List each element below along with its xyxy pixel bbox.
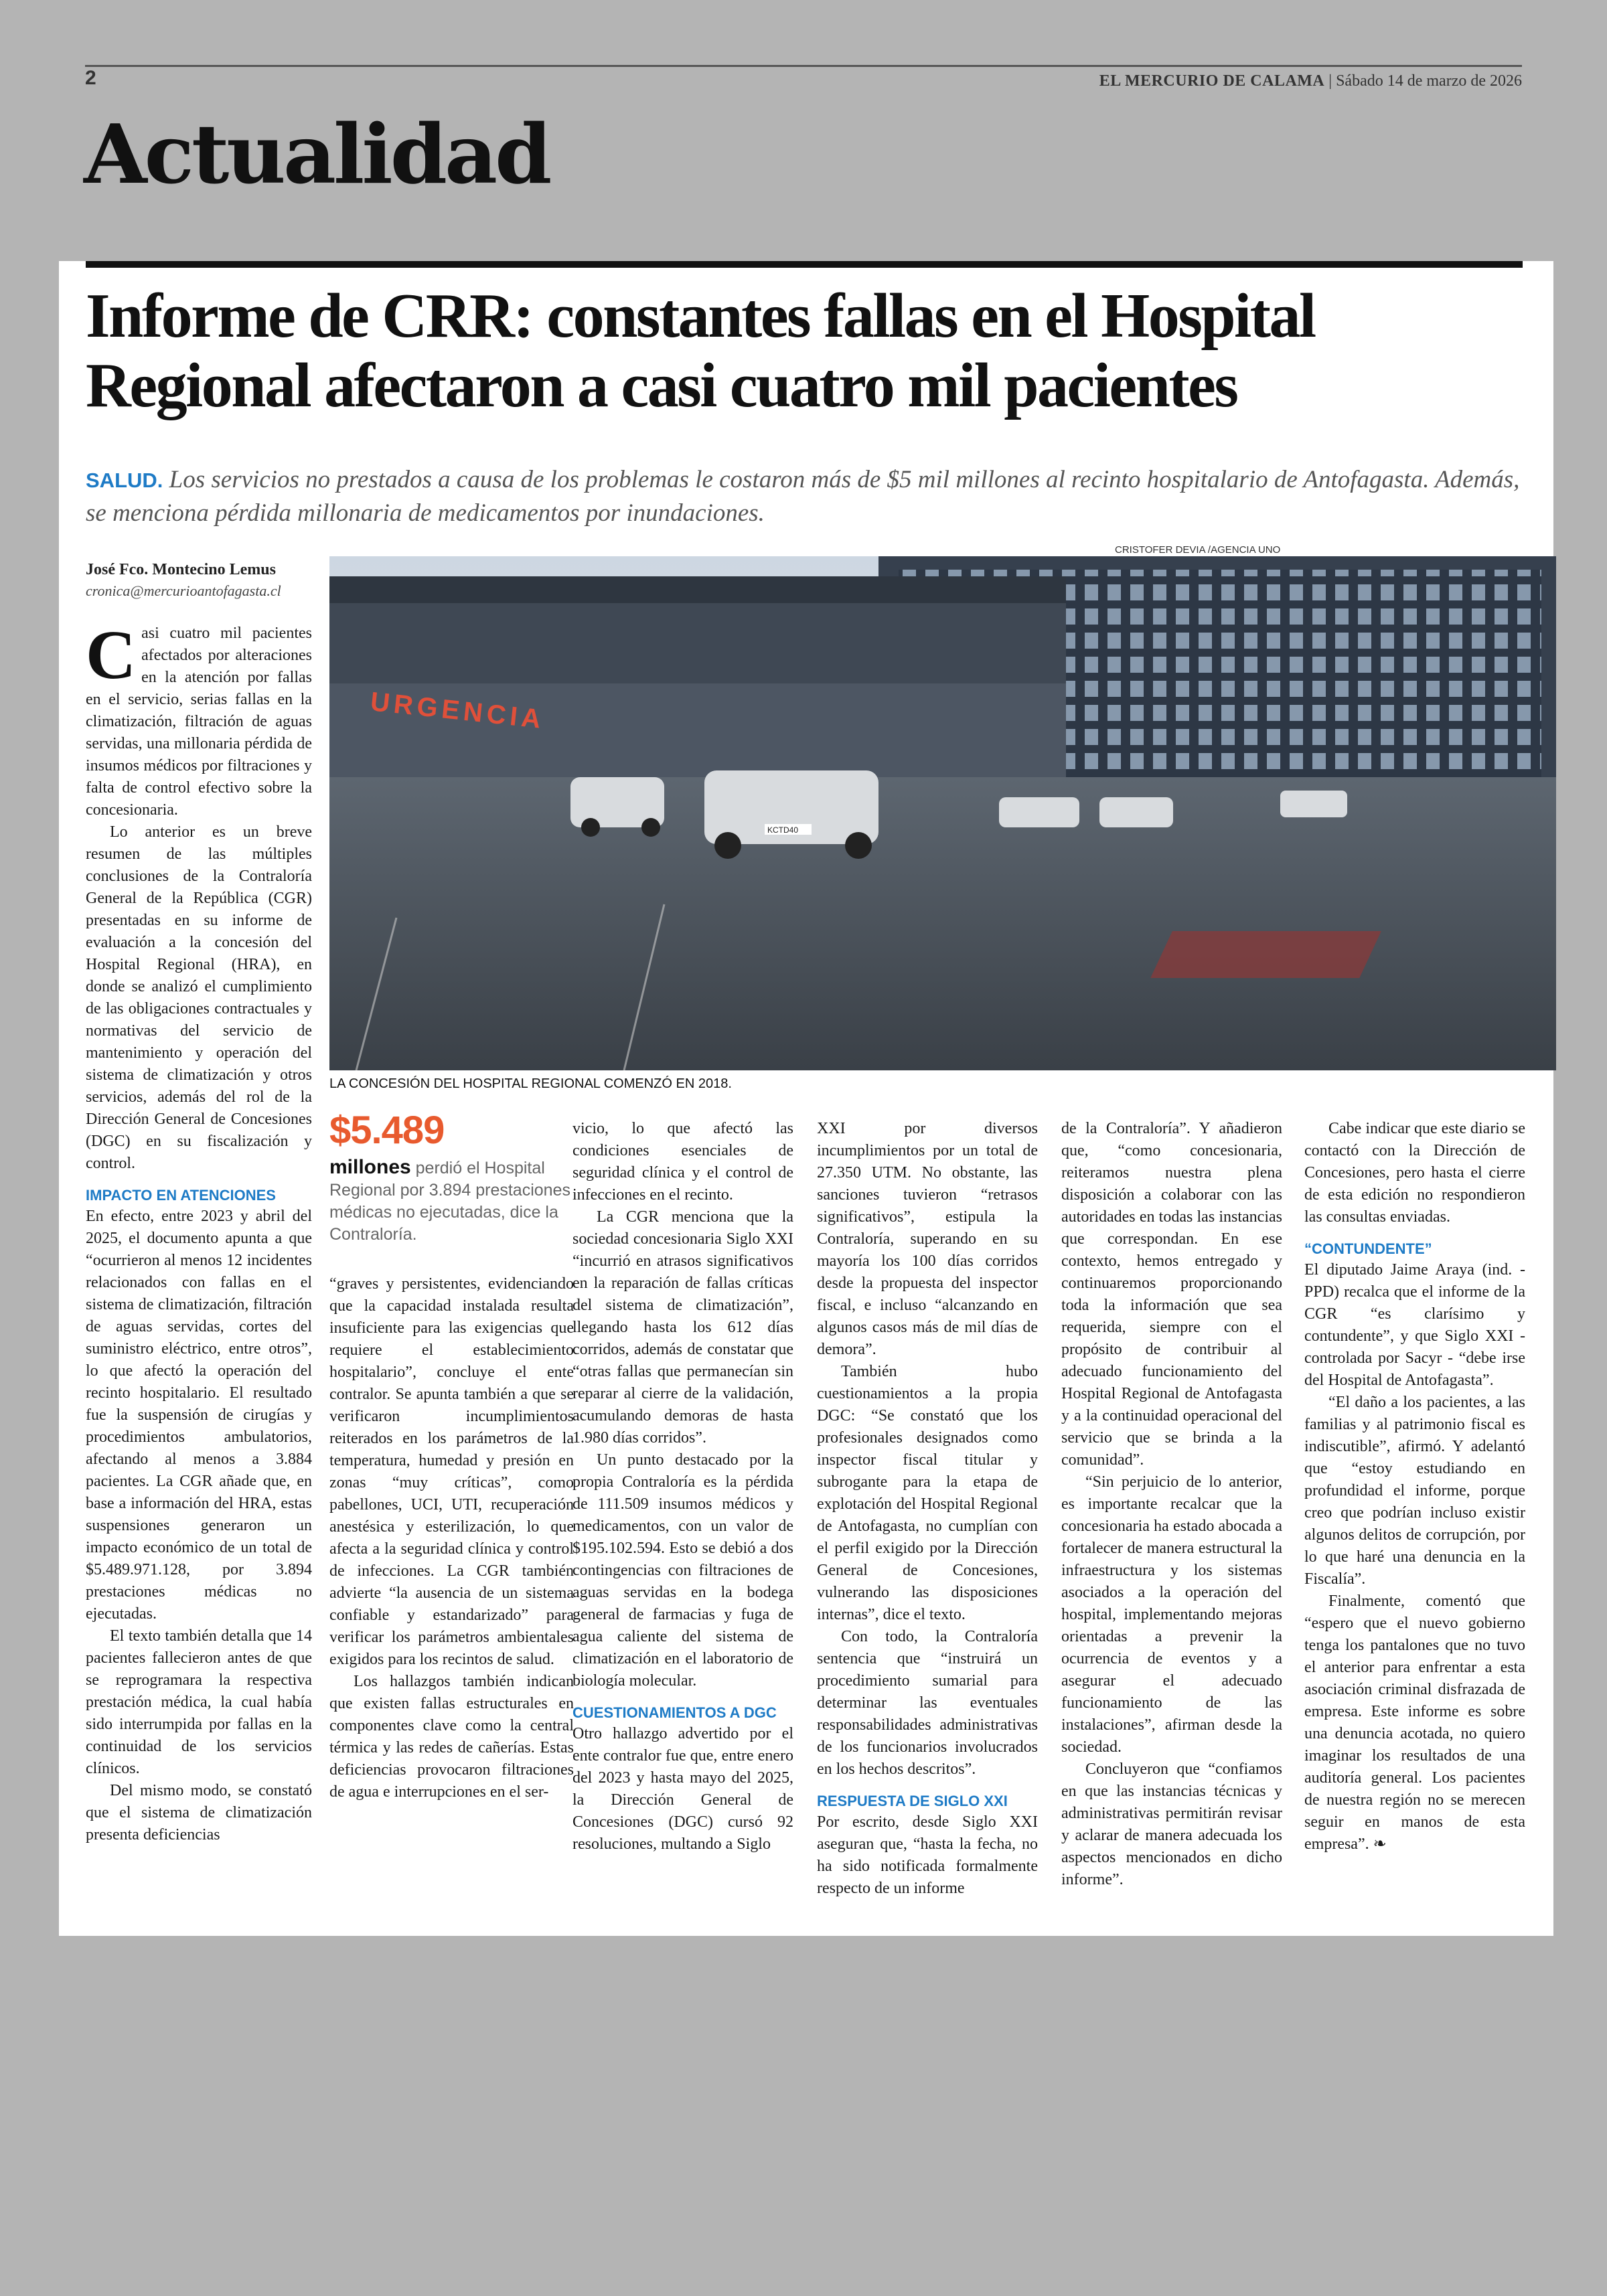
paragraph: vicio, lo que afectó las condiciones esenciales de seguridad clínica y el control de infecciones en el recinto. xyxy=(572,1120,793,1204)
paragraph: Lo anterior es un breve resumen de las múltiples conclusiones de la Contraloría General de la República (CGR) presentadas en su informe de evaluación a la concesión del Hospital Regional (HRA), en donde se analizó el cumplimiento de las obligaciones contractuales y normativas del servicio de mantenimiento y operación del sistema de climatización y otros servicios, además del rol de la Dirección General de Concesiones (DGC) en su fiscalización y control. xyxy=(86,823,312,1172)
photo-sign: URGENCIA xyxy=(369,687,546,735)
subhead-cuestionamientos: CUESTIONAMIENTOS A DGC xyxy=(572,1704,777,1721)
byline: José Fco. Montecino Lemus xyxy=(86,561,276,578)
subhead-contundente: “CONTUNDENTE” xyxy=(1304,1240,1432,1257)
deck xyxy=(86,463,1525,530)
paragraph: Los hallazgos también indican que existen fallas estructurales en componentes clave como la central térmica y las redes de cañerías. Estas deficiencias provocaron filtraciones de agua e interrupciones en el ser- xyxy=(329,1673,574,1801)
headline-rule xyxy=(86,261,1523,268)
deck-tag: SALUD. xyxy=(86,469,163,492)
paragraph: En efecto, entre 2023 y abril del 2025, el documento apunta a que “ocurrieron al menos 12 incidentes relacionados con fallas en el sistema de climatización, filtración de aguas servidas, cortes del suministro eléctrico, entre otros”, lo que afectó la operación del recinto hospitalario. El resultado fue la suspensión de cirugías y procedimientos ambulatorios, afectando al menos a 3.884 pacientes. La CGR añade que, en base a información del HRA, estas suspensiones generaron un impacto económico de un total de $5.489.971.128, por 3.894 prestaciones médicas no ejecutadas. xyxy=(86,1208,312,1623)
paragraph: También hubo cuestionamientos a la propia DGC: “Se constató que los profesionales designados como inspector fiscal titular y subrogante para la etapa de explotación del Hospital Regional de Antofagasta, no cumplían con el perfil exigido por la Dirección General de Concesiones, vulnerando las disposiciones internas”, dice el texto. xyxy=(817,1363,1038,1623)
highlight-description: perdió el Hospital Regional por 3.894 prestaciones médicas no ejecutadas, dice la Contraloría. xyxy=(329,1159,570,1244)
masthead-brand: EL MERCURIO DE CALAMA xyxy=(1099,72,1325,90)
final-text: Finalmente, comentó que “espero que el nuevo gobierno tenga los pantalones que no tuvo el anterior para enfrentar a esta asociación criminal disfrazada de empresa. Este informe es sobre una denuncia acotada, no quiero imaginar los resultados de una auditoría general. Los pacientes de nuestra región no se merecen seguir en manos de esta empresa”. xyxy=(1304,1592,1525,1853)
column-6 xyxy=(1304,1118,1525,1856)
paragraph: Un punto destacado por la propia Contraloría es la pérdida de 111.509 insumos médicos y medicamentos, con un valor de $195.102.594. Esto se debió a dos contingencias con filtraciones de aguas servidas en la bodega general de farmacias y fuga de agua caliente del sistema de climatización en el laboratorio de biología molecular. xyxy=(572,1451,793,1690)
photo-credit: CRISTOFER DEVIA /AGENCIA UNO xyxy=(1115,544,1281,556)
author-email[interactable]: cronica@mercurioantofagasta.cl xyxy=(86,582,281,599)
paragraph: La CGR menciona que la sociedad concesionaria Siglo XXI “incurrió en atrasos significativos en la reparación de fallas críticas del sistema de climatización”, llegando hasta los 612 días corridos, además de constatar que “otras fallas que permanecían sin reparar al cierre de la validación, acumulando demoras de hasta 1.980 días corridos”. xyxy=(572,1208,793,1447)
subhead-impacto: IMPACTO EN ATENCIONES xyxy=(86,1187,276,1204)
paragraph xyxy=(1304,1590,1525,1856)
deck-text: Los servicios no prestados a causa de los problemas le costaron más de $5 mil millones al recinto hospitalario de Antofagasta. Además, se menciona pérdida millonaria de medicamentos por inundaciones. xyxy=(86,466,1520,527)
paragraph: Otro hallazgo advertido por el ente contralor fue que, entre enero del 2023 y hasta mayo del 2025, la Dirección General de Concesiones (DGC) cursó 92 resoluciones, multando a Siglo xyxy=(572,1725,793,1853)
paragraph: El diputado Jaime Araya (ind. - PPD) recalca que el informe de la CGR “es clarísimo y contundente”, y que Siglo XXI - controlada por Sacyr - “debe irse del Hospital de Antofagasta”. xyxy=(1304,1261,1525,1389)
highlight-figure: $5.489 xyxy=(329,1109,445,1152)
paragraph: El texto también detalla que 14 pacientes fallecieron antes de que se reprogramara la respectiva prestación médica, la cual había sido interrumpida por fallas en la continuidad de los servicios clínicos. xyxy=(86,1627,312,1777)
paragraph: XXI por diversos incumplimientos por un total de 27.350 UTM. No obstante, las sanciones tuvieron “retrasos significativos”, estipula la Contraloría, superando en su mayoría los 100 días corridos desde la propuesta del inspector fiscal, e incluso “alcanzando en algunos casos más de mil días de demora”. xyxy=(817,1120,1038,1358)
column-5 xyxy=(1061,1118,1282,1891)
column-4 xyxy=(817,1118,1038,1900)
paragraph: “graves y persistentes, evidenciando que la capacidad instalada resulta insuficiente para las exigencias que requiere el establecimiento hospitalario”, concluye el ente contralor. Se apunta también a que se verificaron incumplimientos reiterados en los parámetros de la temperatura, humedad y presión en zonas “muy críticas”, como pabellones, UCI, UTI, recuperación anestésica y esterilización, lo que afecta a la seguridad clínica y control de infecciones. La CGR también advierte “la ausencia de un sistema confiable y estandarizado” para verificar los parámetros ambientales exigidos para los recintos de salud. xyxy=(329,1275,574,1668)
end-mark-icon: ❧ xyxy=(1373,1835,1387,1853)
column-1 xyxy=(86,617,312,1846)
highlight-box xyxy=(329,1108,574,1246)
paragraph: Por escrito, desde Siglo XXI aseguran que, “hasta la fecha, no ha sido notificada formalmente respecto de un informe xyxy=(817,1813,1038,1897)
hospital-photo xyxy=(329,556,1556,1070)
highlight-text xyxy=(329,1156,574,1246)
subhead-respuesta: RESPUESTA DE SIGLO XXI xyxy=(817,1793,1008,1809)
headline: Informe de CRR: constantes fallas en el Hospital Regional afectaron a casi cuatro mil pacientes xyxy=(86,281,1315,421)
paragraph: de la Contraloría”. Y añadieron que, “como concesionaria, reiteramos nuestra plena disposición a colaborar con las autoridades en todas las instancias que correspondan. En ese contexto, hemos entregado y continuaremos proporcionando toda la información que sea requerida, siempre con el propósito de contribuir al adecuado funcionamiento del Hospital Regional de Antofagasta y a la continuidad operacional del servicio que se brinda a la comunidad”. xyxy=(1061,1120,1282,1469)
lead-text: asi cuatro mil pacientes afectados por alteraciones en la atención por fallas en el servicio, serias fallas en la climatización, filtración de aguas servidas, una millonaria pérdida de insumos médicos por filtraciones y falta de control efectivo sobre la concesionaria. xyxy=(86,625,312,819)
highlight-unit: millones xyxy=(329,1156,411,1178)
lead-paragraph xyxy=(86,617,312,821)
paragraph: Cabe indicar que este diario se contactó con la Dirección de Concesiones, pero hasta el cierre de esta edición no respondieron las consultas enviadas. xyxy=(1304,1120,1525,1226)
drop-cap: C xyxy=(86,617,137,693)
photo-plate: KCTD40 xyxy=(767,825,799,835)
column-3 xyxy=(572,1118,793,1856)
paragraph: Con todo, la Contraloría sentencia que “instruirá un procedimiento sumarial para determinar las eventuales responsabilidades administrativas de los funcionarios involucrados en los hechos descritos”. xyxy=(817,1628,1038,1778)
paragraph: “Sin perjuicio de lo anterior, es importante recalcar que la concesionaria ha estado abocada a fortalecer de manera estructural la infraestructura y los sistemas asociados a la operación del hospital, implementando mejoras orientadas a prevenir la ocurrencia de eventos y a asegurar el adecuado funcionamiento de las instalaciones”, afirman desde la sociedad. xyxy=(1061,1473,1282,1756)
page-number: 2 xyxy=(85,67,96,89)
masthead-date: Sábado 14 de marzo de 2026 xyxy=(1336,72,1522,90)
article-sheet xyxy=(59,261,1553,1936)
paragraph: “El daño a los pacientes, a las familias y al patrimonio fiscal es indiscutible”, afirmó. Y adelantó que “estoy estudiando en profundidad el informe, porque creo que podrían incluso existir algunos delitos de corrupción, por lo que haré una denuncia en la Fiscalía”. xyxy=(1304,1394,1525,1588)
top-rule xyxy=(85,65,1522,67)
section-title: Actualidad xyxy=(84,106,550,202)
photo-caption: LA CONCESIÓN DEL HOSPITAL REGIONAL COMENZÓ EN 2018. xyxy=(329,1076,732,1091)
paragraph: Del mismo modo, se constató que el sistema de climatización presenta deficiencias xyxy=(86,1782,312,1843)
paragraph: Concluyeron que “confiamos en que las instancias técnicas y administrativas permitirán revisar y aclarar de manera adecuada los aspectos mencionados en dicho informe”. xyxy=(1061,1760,1282,1888)
masthead xyxy=(1099,72,1522,90)
masthead-separator: | xyxy=(1324,72,1336,90)
column-2 xyxy=(329,1273,574,1803)
